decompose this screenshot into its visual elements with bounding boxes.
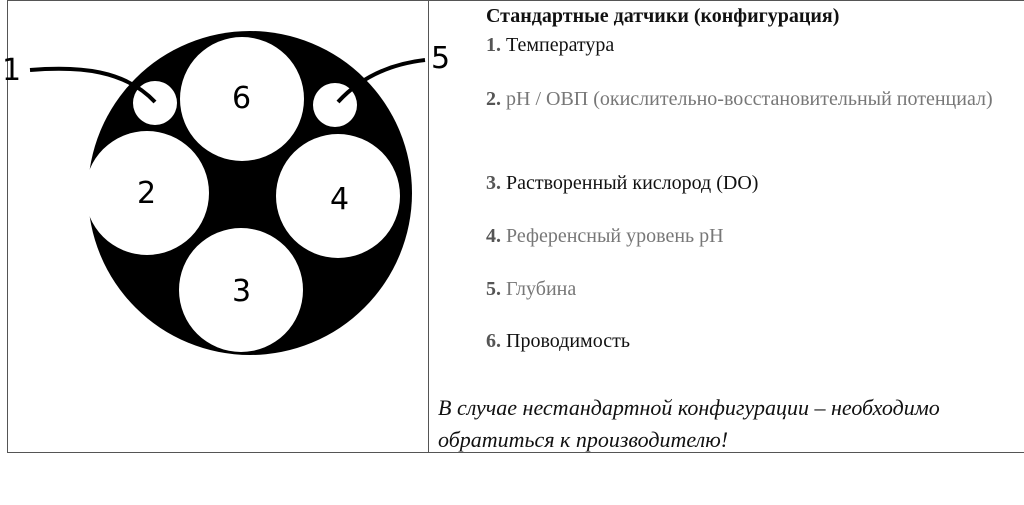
legend-text-4: Референсный уровень pH (506, 225, 724, 247)
label-4: 4 (330, 182, 350, 217)
legend-item-5 (486, 274, 576, 304)
legend-item-6 (486, 326, 630, 356)
legend-num-6: 6. (486, 330, 501, 352)
legend-item-2 (472, 84, 1012, 114)
legend-heading: Стандартные датчики (конфигурация) (486, 5, 840, 27)
legend-item-3 (486, 168, 758, 198)
legend-num-4: 4. (486, 225, 501, 247)
legend-text-6: Проводимость (506, 330, 630, 352)
legend-num-2: 2. (486, 88, 501, 110)
legend-num-1: 1. (486, 34, 501, 56)
label-2: 2 (137, 176, 157, 211)
legend-text-5: Глубина (506, 278, 577, 300)
config-note: В случае нестандартной конфигурации – необходимо обратиться к производителю! (438, 395, 940, 452)
legend-panel (438, 0, 1018, 453)
legend-text-3: Растворенный кислород (DO) (506, 172, 759, 194)
sensor-layout-svg (0, 0, 428, 453)
legend-item-1 (486, 30, 614, 60)
legend-item-4 (486, 221, 724, 251)
label-3: 3 (232, 274, 252, 309)
label-5-text: 5 (431, 41, 451, 76)
legend-num-5: 5. (486, 278, 501, 300)
legend-num-3: 3. (486, 172, 501, 194)
label-6: 6 (232, 81, 252, 116)
label-1: 1 (2, 53, 22, 88)
legend-text-2: pH / ОВП (окислительно-восстановительный потенциал) (506, 88, 993, 110)
legend-text-1: Температура (506, 34, 615, 56)
sensor-layout-diagram (0, 0, 428, 453)
